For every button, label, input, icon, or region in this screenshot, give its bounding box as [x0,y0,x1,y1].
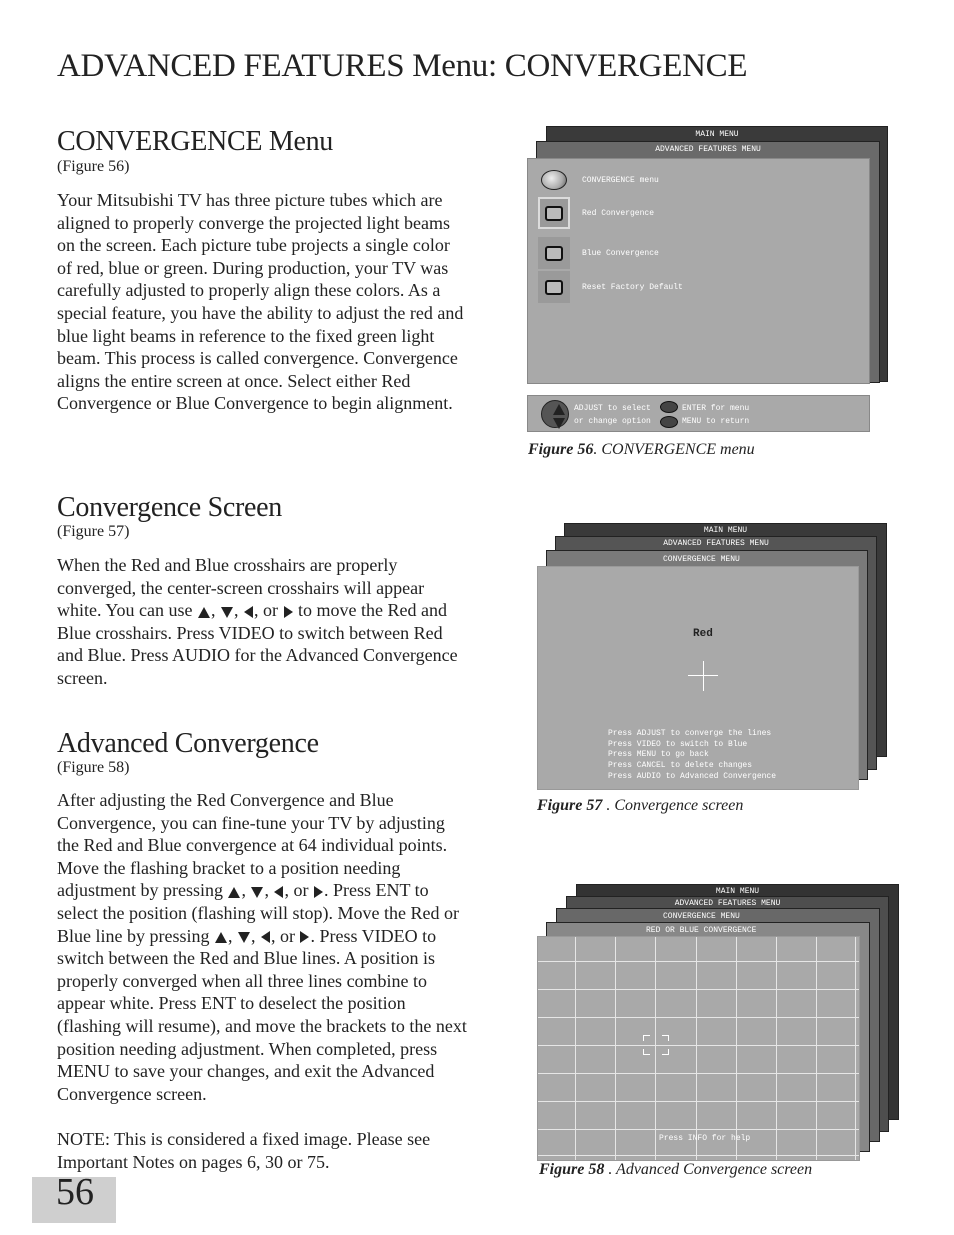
fig57-convergence-screen [537,566,859,790]
figure-ref-56: (Figure 56) [57,158,130,175]
fig56-item-red-convergence[interactable] [538,197,654,229]
up-arrow-icon [215,932,227,943]
fig56-caption-text: . CONVERGENCE menu [593,441,755,458]
grid-line [776,937,777,1160]
section3-text-c: . Press VIDEO to switch between the Red and Blue lines. A position is properly converged when all three lines combine to appear white. Press ENT to deselect the position (flashing will resume), and move the brackets to the next position needing adjustment. When completed, press MENU to save your changes, and exit the Advanced Convergence screen. [57,925,467,1104]
figure-56-caption [528,441,755,459]
left-arrow-icon [274,886,283,898]
fig57-header-advanced: ADVANCED FEATURES MENU [663,539,769,548]
section3-body [57,789,469,1174]
section2-sep2: , [234,600,243,621]
section1-paragraph: Your Mitsubishi TV has three picture tubes which are aligned to properly converge the projected light beams on the screen. Each picture tube projects a single color of red, blue or green. During production, your TV was carefully adjusted to properly align these colors. As a special feature, you have the ability to adjust the red and blue light beams in reference to the fixed green light beam. This process is called convergence. Convergence aligns the entire screen at once. Select either Red Convergence or Blue Convergence to begin alignment. [57,190,464,414]
grid-line [736,937,737,1160]
fig58-advanced-grid [537,936,860,1161]
fig56-item-label: Blue Convergence [582,248,659,258]
up-arrow-icon [198,607,210,618]
enter-button-icon [660,401,678,413]
page-number: 56 [56,1171,94,1213]
fig57-instruction: Press MENU to go back [608,750,709,760]
grid-line [816,937,817,1160]
fig57-instruction: Press AUDIO to Advanced Convergence [608,771,777,781]
section3-sep1b: , [227,925,237,946]
right-arrow-icon [314,886,323,898]
section3-text-a: After adjusting the Red Convergence and Blue Convergence, you can fine-tune your TV by adjusting the Red and Blue convergence at 64 individual points. Move the flashing bracket to a position needing adjustment by pressing [57,790,448,901]
section3-sep2a: , [264,880,274,901]
fig57-header-convergence: CONVERGENCE MENU [663,555,740,564]
fig57-caption-text: . Convergence screen [602,797,744,814]
down-arrow-icon [221,607,233,618]
left-arrow-icon [261,931,270,943]
tv-icon [538,237,570,269]
fig56-caption-label: Figure 56 [528,441,594,458]
section3-text-b: . Press ENT to select the position (flashing will stop). Move the Red or Blue line by pressing [57,880,459,946]
fig56-header-main-menu: MAIN MENU [695,130,739,139]
fig57-header-main-menu: MAIN MENU [703,526,748,535]
globe-icon [538,164,570,196]
fig56-footer-adjust-1: ADJUST to select [574,404,651,413]
section3-sep3b: , or [270,925,300,946]
grid-line [538,989,859,990]
fig56-item-convergence-menu[interactable] [538,164,659,196]
fig57-caption-label: Figure 57 [537,797,603,814]
grid-line [538,1045,859,1046]
down-arrow-icon [251,887,263,898]
section3-note: NOTE: This is considered a fixed image. Please see Important Notes on pages 6, 30 or 75. [57,1129,431,1172]
grid-line [538,1155,859,1156]
section2-body [57,554,469,690]
fig58-header-convergence: CONVERGENCE MENU [663,912,740,921]
figure-ref-58: (Figure 58) [57,759,130,776]
section2-sep1: , [211,600,220,621]
fig57-instruction: Press ADJUST to converge the lines [608,729,772,738]
section2-paragraph [57,554,469,690]
grid-line [538,1073,859,1074]
fig56-item-blue-convergence[interactable] [538,237,659,269]
fig56-footer-bar [527,395,870,432]
grid-line [538,1017,859,1018]
right-arrow-icon [300,931,309,943]
fig57-instruction: Press VIDEO to switch to Blue [608,739,748,749]
fig56-footer-menu: MENU to return [682,417,750,426]
section-title-convergence-screen: Convergence Screen [57,492,282,523]
fig56-item-reset-factory-default[interactable] [538,271,683,303]
grid-line [575,937,576,1160]
fig57-instruction: Press CANCEL to delete changes [608,761,753,771]
section3-sep1a: , [241,880,251,901]
tv-icon [538,271,570,303]
figure-57-caption [537,797,743,815]
down-arrow-icon [238,932,250,943]
grid-line [538,1101,859,1102]
section2-text-b: to move the Red and Blue crosshairs. Press VIDEO to switch between Red and Blue. Press AUDIO for the Advanced Convergence screen. [57,600,458,688]
figure-58-caption [539,1161,812,1179]
page-title [57,48,747,85]
fig56-item-label: CONVERGENCE menu [582,175,659,185]
section-title-advanced-convergence: Advanced Convergence [57,728,319,759]
section3-sep3a: , or [284,880,313,901]
dpad-icon [541,400,569,428]
fig58-caption-label: Figure 58 [539,1161,605,1178]
up-arrow-icon [228,887,240,898]
menu-button-icon [660,416,678,428]
fig56-footer-adjust-2: or change option [574,417,651,426]
fig58-caption-text: . Advanced Convergence screen [604,1161,813,1178]
fig57-color-label: Red [693,628,713,640]
grid-line [696,937,697,1160]
page-title-main: ADVANCED FEATURES [57,48,405,84]
section3-paragraph [57,789,469,1105]
fig56-header-advanced: ADVANCED FEATURES MENU [655,145,761,154]
grid-line [615,937,616,1160]
fig58-header-advanced: ADVANCED FEATURES MENU [674,899,781,908]
figure-ref-57: (Figure 57) [57,523,130,540]
section3-sep2b: , [250,925,260,946]
section2-sep3: , or [254,600,283,621]
page-title-rest: Menu: CONVERGENCE [404,48,748,84]
fig56-footer-enter: ENTER for menu [682,404,750,413]
tv-icon [538,197,570,229]
grid-line [855,937,856,1160]
fig57-instructions [608,729,776,783]
section2-text-a: When the Red and Blue crosshairs are properly converged, the center-screen crosshairs will appear white. You can use [57,555,425,621]
crosshair-vertical [703,661,704,691]
convergence-bracket-icon [643,1035,669,1055]
grid-line [538,1129,859,1130]
fig58-header-red-blue: RED OR BLUE CONVERGENCE [646,926,757,935]
right-arrow-icon [284,606,293,618]
fig56-item-label: Reset Factory Default [582,282,683,292]
fig56-menu-panel [527,158,870,384]
section1-body [57,189,467,415]
fig56-item-label: Red Convergence [582,208,655,218]
fig58-help-text: Press INFO for help [659,1134,751,1143]
left-arrow-icon [244,606,253,618]
grid-line [538,961,859,962]
section-title-convergence-menu: CONVERGENCE Menu [57,126,333,157]
fig58-header-main-menu: MAIN MENU [715,887,760,896]
